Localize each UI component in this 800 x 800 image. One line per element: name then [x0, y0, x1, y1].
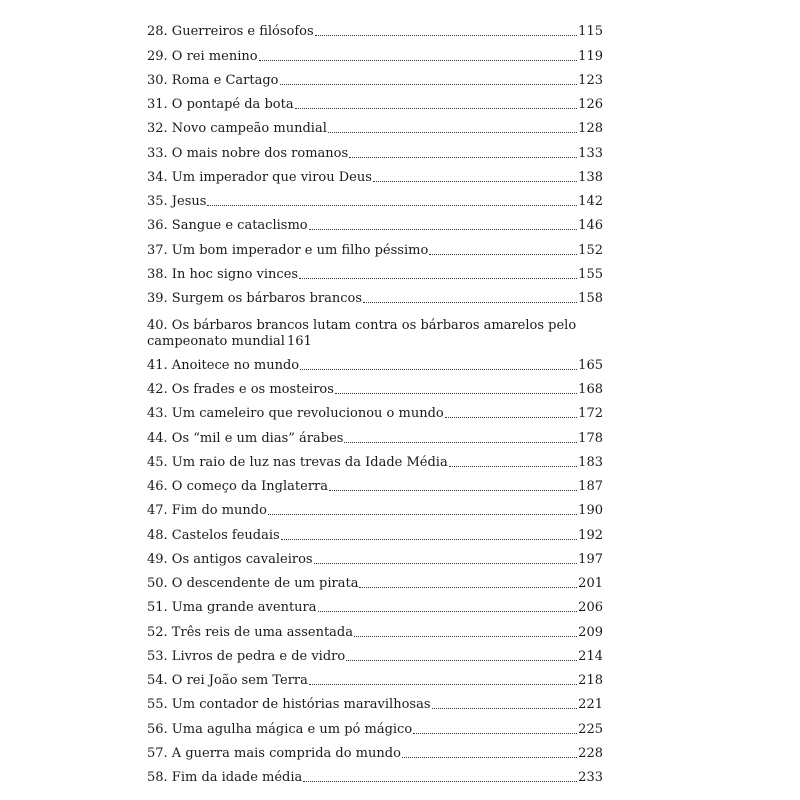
toc-entry — [147, 374, 603, 398]
toc-entry-page: 192 — [578, 527, 603, 543]
toc-entry-title: 41. Anoitece no mundo — [147, 357, 300, 373]
toc-entry-page: 155 — [578, 266, 603, 282]
dot-leader — [449, 465, 577, 467]
toc-entry-page: 152 — [578, 242, 603, 258]
toc-entry-title: 45. Um raio de luz nas trevas da Idade Média — [147, 454, 448, 470]
toc-entry — [147, 592, 603, 616]
toc-entry-page: 201 — [578, 576, 603, 591]
toc-entry-title: 58. Fim da idade média — [147, 770, 303, 785]
dot-leader — [329, 489, 577, 491]
toc-entry-title: 30. Roma e Cartago — [147, 72, 279, 88]
toc-entry-title: 50. O descendente de um pirata — [147, 576, 359, 591]
toc-entry-page: 158 — [578, 291, 603, 306]
toc-entry — [147, 234, 603, 258]
toc-entry-page: 228 — [578, 745, 603, 761]
toc-entry-page: 146 — [578, 218, 603, 234]
toc-entry-title: 28. Guerreiros e filósofos — [147, 24, 314, 40]
toc-entry — [147, 616, 603, 640]
dot-leader — [429, 253, 577, 255]
toc-entry-title: 32. Novo campeão mundial — [147, 121, 327, 137]
toc-entry-page: 218 — [578, 673, 603, 688]
toc-entry-page: 233 — [578, 770, 603, 785]
dot-leader — [445, 416, 577, 418]
toc-entry-page: 178 — [578, 430, 603, 446]
toc-entry-page: 221 — [578, 697, 603, 713]
toc-entry — [147, 762, 603, 786]
toc-entry-title: 43. Um cameleiro que revolucionou o mundo — [147, 406, 444, 422]
dot-leader — [300, 368, 577, 370]
toc-entry-title: 44. Os “mil e um dias” árabes — [147, 430, 344, 446]
dot-leader — [315, 34, 578, 36]
toc-entry — [147, 307, 603, 350]
toc-entry-title: 57. A guerra mais comprida do mundo — [147, 745, 401, 761]
toc-entry-title: 42. Os frades e os mosteiros — [147, 382, 334, 397]
toc-entry — [147, 398, 603, 422]
toc-entry-title: 29. O rei menino — [147, 48, 258, 64]
toc-entry — [147, 422, 603, 446]
toc-entry-title: 37. Um bom imperador e um filho péssimo — [147, 242, 429, 258]
dot-leader — [335, 392, 577, 394]
toc-entry-page: 209 — [578, 624, 603, 640]
toc-entry-page: 138 — [578, 169, 603, 185]
dot-leader — [207, 204, 577, 206]
dot-leader — [268, 513, 577, 515]
dot-leader — [363, 301, 577, 303]
toc-entry-page: 172 — [578, 406, 603, 422]
toc-entry-title-line2: campeonato mundial — [147, 333, 285, 349]
toc-entry — [147, 89, 603, 113]
dot-leader — [402, 756, 577, 758]
toc-entry — [147, 113, 603, 137]
toc-entry-title: 55. Um contador de histórias maravilhosas — [147, 697, 431, 713]
dot-leader — [346, 659, 577, 661]
dot-leader — [295, 107, 578, 109]
toc-entry-page: 225 — [578, 721, 603, 737]
toc-entry-title: 34. Um imperador que virou Deus — [147, 169, 372, 185]
toc-entry-page: 214 — [578, 648, 603, 664]
dot-leader — [318, 610, 578, 612]
dot-leader — [303, 780, 577, 782]
dot-leader — [314, 562, 578, 564]
toc-entry — [147, 186, 603, 210]
toc-entry-title: 36. Sangue e cataclismo — [147, 218, 308, 234]
toc-entry-title: 48. Castelos feudais — [147, 527, 280, 543]
toc-entry-title: 35. Jesus — [147, 194, 207, 209]
toc-entry-title: 38. In hoc signo vinces — [147, 266, 299, 282]
toc-entry-title: 39. Surgem os bárbaros brancos — [147, 291, 363, 306]
dot-leader — [259, 59, 578, 61]
toc-entry-title: 31. O pontapé da bota — [147, 97, 294, 112]
toc-entry — [147, 65, 603, 89]
toc-entry — [147, 713, 603, 737]
dot-leader — [280, 83, 578, 85]
dot-leader — [354, 635, 577, 637]
dot-leader — [299, 277, 577, 279]
toc-entry-page: 161 — [286, 333, 312, 349]
toc-entry — [147, 137, 603, 161]
dot-leader — [432, 707, 578, 709]
toc-entry-title: 47. Fim do mundo — [147, 503, 267, 519]
dot-leader — [309, 683, 577, 685]
toc-entry — [147, 544, 603, 568]
toc-entry — [147, 641, 603, 665]
dot-leader — [344, 441, 577, 443]
toc-entry-title: 51. Uma grande aventura — [147, 600, 317, 616]
dot-leader — [349, 156, 577, 158]
dot-leader — [328, 131, 577, 133]
toc-entry — [147, 495, 603, 519]
toc-entry-page: 165 — [578, 357, 603, 373]
toc-entry — [147, 350, 603, 374]
toc-entry-title: 53. Livros de pedra e de vidro — [147, 648, 346, 664]
toc-entry-title: 54. O rei João sem Terra — [147, 673, 308, 688]
toc-entry-page: 133 — [578, 145, 603, 161]
dot-leader — [359, 586, 577, 588]
toc-entry — [147, 447, 603, 471]
toc-entry-page: 119 — [578, 48, 603, 64]
toc-entry-title-line1: 40. Os bárbaros brancos lutam contra os bárbaros amarelos pelo — [147, 317, 577, 333]
toc-entry-page: 115 — [578, 24, 603, 40]
toc-entry-page: 183 — [578, 454, 603, 470]
toc-entry-title: 56. Uma agulha mágica e um pó mágico — [147, 721, 413, 737]
toc-entry — [147, 16, 603, 40]
toc-entry — [147, 210, 603, 234]
toc-entry — [147, 471, 603, 495]
toc-entry-title: 46. O começo da Inglaterra — [147, 479, 329, 494]
toc-entry — [147, 283, 603, 307]
dot-leader — [281, 538, 578, 540]
toc-entry-page: 126 — [578, 97, 603, 112]
toc-entry — [147, 665, 603, 689]
toc-entry — [147, 162, 603, 186]
toc-entry-page: 142 — [578, 194, 603, 209]
toc-entry — [147, 568, 603, 592]
toc-entry-page: 190 — [578, 503, 603, 519]
toc-entry — [147, 689, 603, 713]
dot-leader — [373, 180, 577, 182]
toc-entry-title: 52. Três reis de uma assentada — [147, 624, 353, 640]
toc-entry-page: 197 — [578, 551, 603, 567]
table-of-contents — [147, 16, 603, 786]
dot-leader — [309, 228, 578, 230]
dot-leader — [413, 732, 577, 734]
toc-entry — [147, 40, 603, 64]
toc-entry — [147, 519, 603, 543]
toc-entry-page: 187 — [578, 479, 603, 494]
toc-entry — [147, 259, 603, 283]
toc-entry-page: 206 — [578, 600, 603, 616]
toc-entry-page: 168 — [578, 382, 603, 397]
toc-entry-title: 33. O mais nobre dos romanos — [147, 145, 349, 161]
toc-entry-page: 128 — [578, 121, 603, 137]
toc-entry-page: 123 — [578, 72, 603, 88]
toc-entry-title: 49. Os antigos cavaleiros — [147, 551, 313, 567]
toc-entry — [147, 738, 603, 762]
